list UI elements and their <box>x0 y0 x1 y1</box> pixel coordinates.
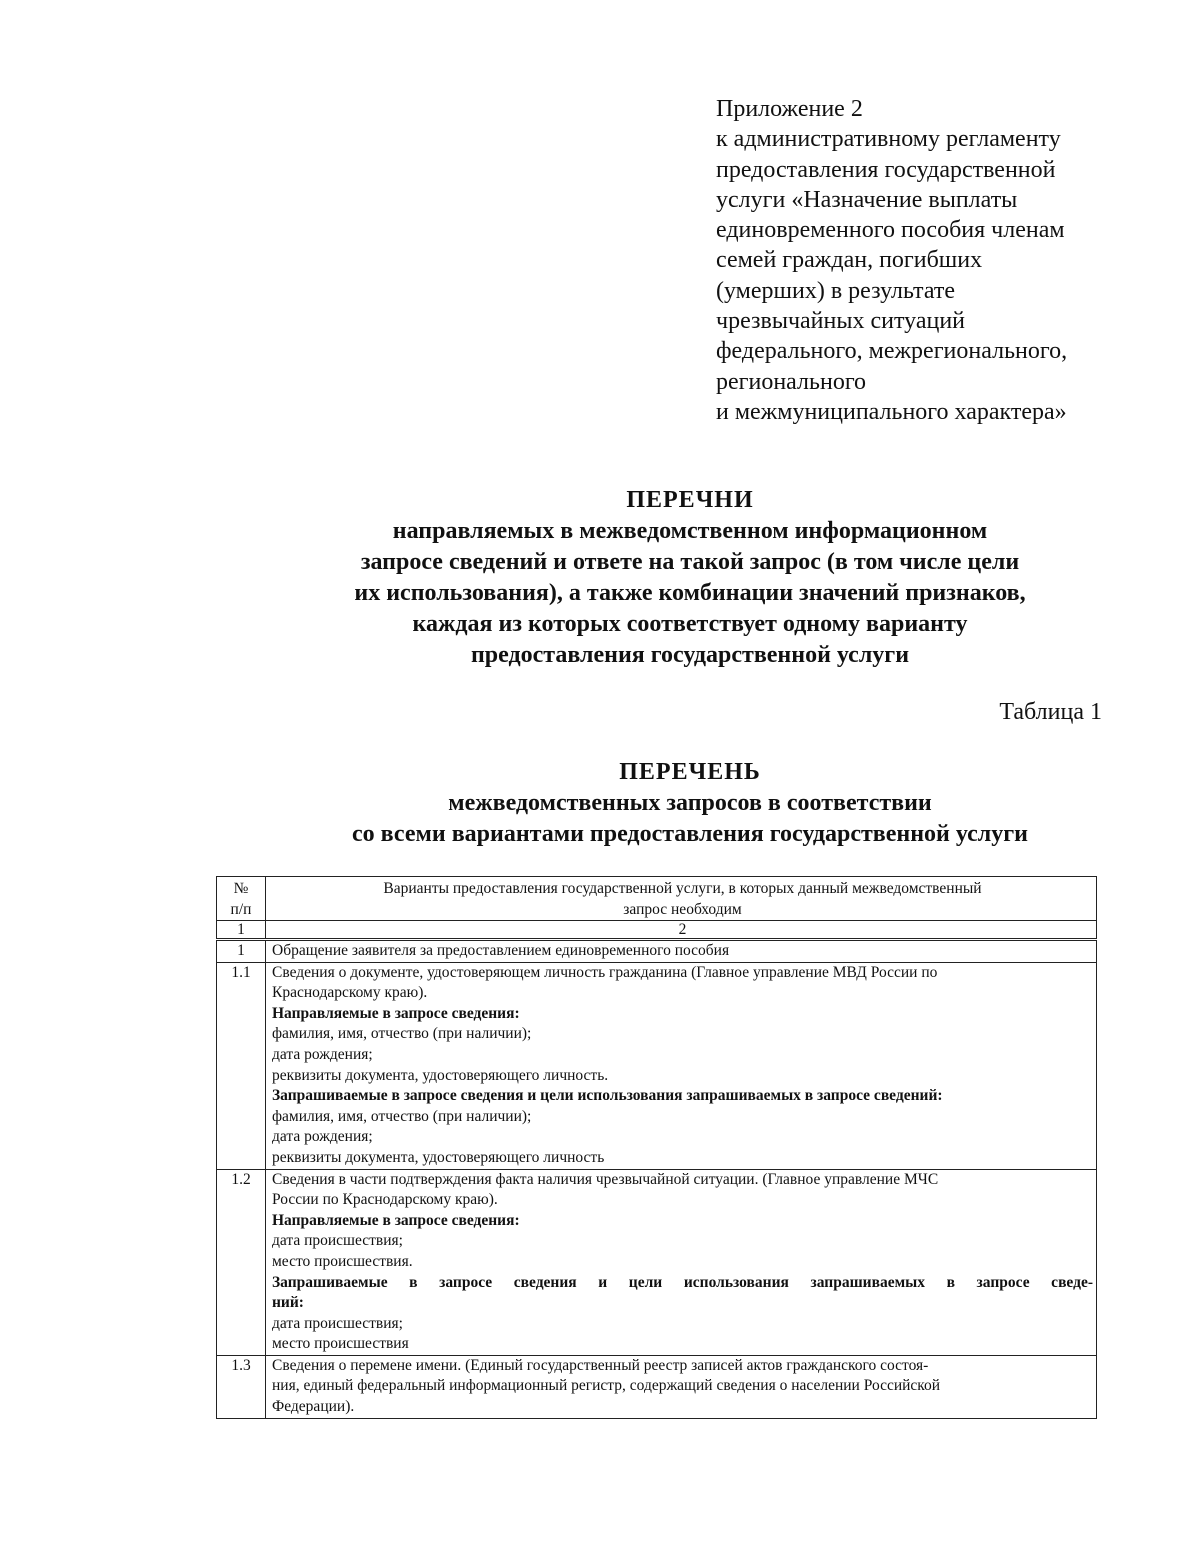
table-index-row <box>217 921 1097 940</box>
row-line: Сведения в части подтверждения факта наличия чрезвычайной ситуации. (Главное управление МЧС <box>272 1170 939 1188</box>
row-line: дата рождения; <box>272 1128 373 1146</box>
row-line: дата происшествия; <box>272 1232 403 1250</box>
row-line: Краснодарскому краю). <box>272 984 428 1002</box>
main-heading <box>220 485 1160 671</box>
appendix-line: федерального, межрегионального, <box>716 338 1068 365</box>
appendix-block <box>716 94 1156 427</box>
row-line-bold: Направляемые в запросе сведения: <box>272 1211 520 1229</box>
row-desc-cell <box>266 940 1097 963</box>
appendix-line: к административному регламенту <box>716 126 1061 153</box>
appendix-line: семей граждан, погибших <box>716 247 983 274</box>
row-desc-cell <box>266 962 1097 1169</box>
appendix-line: Приложение 2 <box>716 96 863 122</box>
row-desc-cell <box>266 1169 1097 1355</box>
header-num-cell <box>217 877 266 921</box>
row-line: место происшествия <box>272 1335 409 1353</box>
header-num-line: п/п <box>230 901 252 918</box>
row-line-bold: Направляемые в запросе сведения: <box>272 1004 520 1022</box>
row-line: место происшествия. <box>272 1252 413 1270</box>
row-line: дата рождения; <box>272 1045 373 1063</box>
table-row <box>217 1169 1097 1355</box>
appendix-line: единовременного пособия членам <box>716 217 1065 244</box>
row-line: дата происшествия; <box>272 1314 403 1332</box>
appendix-line: регионального <box>716 368 867 395</box>
list-heading-line: со всеми вариантами предоставления государственной услуги <box>352 821 1028 847</box>
row-line-bold: Запрашиваемые в запросе сведения и цели использования запрашиваемых в запросе сведений: <box>272 1087 943 1105</box>
row-line: Сведения о документе, удостоверяющем личность гражданина (Главное управление МВД России по <box>272 963 938 981</box>
main-heading-line: запросе сведений и ответе на такой запрос (в том числе цели <box>360 549 1020 575</box>
row-num-cell: 1 <box>217 940 266 963</box>
table-label: Таблица 1 <box>999 699 1102 725</box>
row-desc-cell <box>266 1355 1097 1418</box>
row-line: реквизиты документа, удостоверяющего личность <box>272 1148 605 1166</box>
requests-table <box>216 876 1097 1419</box>
main-heading-line: каждая из которых соответствует одному варианту <box>412 611 968 637</box>
header-desc-cell <box>266 877 1097 921</box>
table-row <box>217 1355 1097 1418</box>
row-line: ния, единый федеральный информационный регистр, содержащий сведения о населении Российской <box>272 1377 941 1395</box>
index-cell: 1 <box>217 921 266 940</box>
row-num-cell: 1.2 <box>217 1169 266 1355</box>
index-cell: 2 <box>266 921 1097 940</box>
table-row <box>217 962 1097 1169</box>
list-heading <box>220 757 1160 850</box>
appendix-line: чрезвычайных ситуаций <box>716 308 966 335</box>
main-heading-line: направляемых в межведомственном информационном <box>392 518 988 544</box>
row-line: Сведения о перемене имени. (Единый государственный реестр записей актов гражданского состоя- <box>272 1356 929 1374</box>
appendix-line: и межмуниципального характера» <box>716 398 1067 425</box>
table-header-row <box>217 877 1097 921</box>
row-line: фамилия, имя, отчество (при наличии); <box>272 1025 532 1043</box>
appendix-line: предоставления государственной <box>716 156 1056 183</box>
table-row <box>217 940 1097 963</box>
row-line-bold: ний: <box>272 1294 304 1312</box>
list-heading-title: ПЕРЕЧЕНЬ <box>619 759 761 785</box>
main-heading-line: предоставления государственной услуги <box>470 642 910 668</box>
main-heading-line: их использования), а также комбинации значений признаков, <box>354 580 1026 606</box>
header-desc-line: запрос необходим <box>623 901 742 918</box>
appendix-line: (умерших) в результате <box>716 277 955 304</box>
row-line: России по Краснодарскому краю). <box>272 1191 498 1209</box>
row-num-cell: 1.3 <box>217 1355 266 1418</box>
list-heading-line: межведомственных запросов в соответствии <box>448 790 932 816</box>
row-line: Федерации). <box>272 1398 355 1416</box>
row-line: Обращение заявителя за предоставлением единовременного пособия <box>272 942 730 959</box>
row-num-cell: 1.1 <box>217 962 266 1169</box>
header-num-line: № <box>233 880 249 897</box>
appendix-line: услуги «Назначение выплаты <box>716 186 1018 213</box>
row-line-bold: Запрашиваемые в запросе сведения и цели использования запрашиваемых в запросе сведе- <box>272 1273 1093 1291</box>
row-line: реквизиты документа, удостоверяющего личность. <box>272 1066 609 1084</box>
row-line: фамилия, имя, отчество (при наличии); <box>272 1107 532 1125</box>
main-heading-title: ПЕРЕЧНИ <box>626 487 754 513</box>
header-desc-line: Варианты предоставления государственной услуги, в которых данный межведомственный <box>383 880 982 897</box>
